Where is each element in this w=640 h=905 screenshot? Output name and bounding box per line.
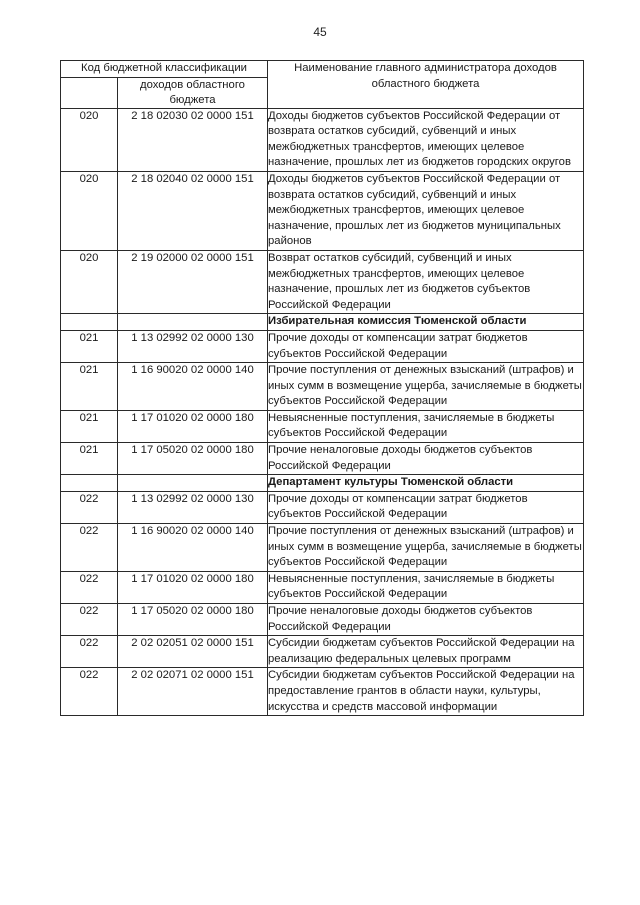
- admin-code-cell: 022: [61, 668, 118, 716]
- revenue-code-cell: 1 17 05020 02 0000 180: [118, 443, 268, 475]
- table-row: [61, 668, 584, 716]
- revenue-name-cell: Доходы бюджетов субъектов Российской Федерации от возврата остатков субсидий, субвенций и иных межбюджетных трансфертов, имеющих целевое назначение, прошлых лет из бюджетов городских округов: [268, 108, 584, 171]
- admin-code-cell: 021: [61, 410, 118, 442]
- revenue-name-cell: Прочие доходы от компенсации затрат бюджетов субъектов Российской Федерации: [268, 330, 584, 362]
- table-row: [61, 636, 584, 668]
- revenue-code-cell: [118, 314, 268, 331]
- admin-code-cell: 021: [61, 363, 118, 411]
- admin-code-cell: 021: [61, 443, 118, 475]
- table-row: [61, 524, 584, 572]
- revenue-code-cell: 1 13 02992 02 0000 130: [118, 491, 268, 523]
- revenue-name-cell: Прочие поступления от денежных взысканий (штрафов) и иных сумм в возмещение ущерба, зачисляемые в бюджеты субъектов Российской Федерации: [268, 363, 584, 411]
- admin-code-cell: [61, 475, 118, 492]
- revenue-code-cell: 1 13 02992 02 0000 130: [118, 330, 268, 362]
- budget-classification-code-header: Код бюджетной классификации: [61, 61, 268, 78]
- revenue-name-cell: Возврат остатков субсидий, субвенций и иных межбюджетных трансфертов, имеющих целевое назначение, прошлых лет из бюджетов субъектов Российской Федерации: [268, 250, 584, 313]
- admin-code-cell: 022: [61, 636, 118, 668]
- revenue-code-cell: [118, 475, 268, 492]
- admin-code-cell: 021: [61, 330, 118, 362]
- revenue-name-cell: Прочие неналоговые доходы бюджетов субъектов Российской Федерации: [268, 604, 584, 636]
- revenue-name-cell: Субсидии бюджетам субъектов Российской Федерации на предоставление грантов в области науки, культуры, искусства и средств массовой информации: [268, 668, 584, 716]
- revenue-name-cell: Прочие неналоговые доходы бюджетов субъектов Российской Федерации: [268, 443, 584, 475]
- table-row: [61, 604, 584, 636]
- admin-code-cell: 022: [61, 604, 118, 636]
- revenue-code-header: доходов областного бюджета: [118, 77, 268, 108]
- admin-code-cell: 020: [61, 171, 118, 250]
- admin-code-cell: 020: [61, 108, 118, 171]
- page-number: 45: [313, 25, 327, 39]
- table-row: [61, 171, 584, 250]
- table-row: [61, 363, 584, 411]
- revenue-name-cell: Доходы бюджетов субъектов Российской Федерации от возврата остатков субсидий, субвенций и иных межбюджетных трансфертов, имеющих целевое назначение, прошлых лет из бюджетов муниципальных районов: [268, 171, 584, 250]
- revenue-name-cell: Прочие поступления от денежных взысканий (штрафов) и иных сумм в возмещение ущерба, зачисляемые в бюджеты субъектов Российской Федерации: [268, 524, 584, 572]
- section-title-cell: Департамент культуры Тюменской области: [268, 475, 584, 492]
- revenue-name-cell: Невыясненные поступления, зачисляемые в бюджеты субъектов Российской Федерации: [268, 571, 584, 603]
- table-row: [61, 571, 584, 603]
- admin-code-cell: 022: [61, 491, 118, 523]
- section-title-cell: Избирательная комиссия Тюменской области: [268, 314, 584, 331]
- section-row: [61, 314, 584, 331]
- revenue-code-cell: 2 19 02000 02 0000 151: [118, 250, 268, 313]
- revenue-code-cell: 2 02 02051 02 0000 151: [118, 636, 268, 668]
- revenue-code-cell: 2 02 02071 02 0000 151: [118, 668, 268, 716]
- revenue-code-cell: 1 17 05020 02 0000 180: [118, 604, 268, 636]
- revenue-name-cell: Субсидии бюджетам субъектов Российской Федерации на реализацию федеральных целевых программ: [268, 636, 584, 668]
- revenue-code-cell: 1 17 01020 02 0000 180: [118, 410, 268, 442]
- revenue-name-cell: Прочие доходы от компенсации затрат бюджетов субъектов Российской Федерации: [268, 491, 584, 523]
- revenue-name-cell: Невыясненные поступления, зачисляемые в бюджеты субъектов Российской Федерации: [268, 410, 584, 442]
- table-row: [61, 330, 584, 362]
- section-row: [61, 475, 584, 492]
- table-row: [61, 108, 584, 171]
- table-body: [61, 108, 584, 716]
- revenue-code-cell: 2 18 02040 02 0000 151: [118, 171, 268, 250]
- admin-code-cell: 022: [61, 571, 118, 603]
- budget-classification-table: [60, 60, 584, 716]
- admin-code-header: [61, 77, 118, 108]
- revenue-code-cell: 1 16 90020 02 0000 140: [118, 363, 268, 411]
- admin-code-cell: 022: [61, 524, 118, 572]
- administrator-name-header: Наименование главного администратора доходов областного бюджета: [268, 61, 584, 109]
- revenue-code-cell: 2 18 02030 02 0000 151: [118, 108, 268, 171]
- table-row: [61, 491, 584, 523]
- revenue-code-cell: 1 17 01020 02 0000 180: [118, 571, 268, 603]
- table-row: [61, 410, 584, 442]
- admin-code-cell: [61, 314, 118, 331]
- header-row-top: [61, 61, 584, 78]
- revenue-code-cell: 1 16 90020 02 0000 140: [118, 524, 268, 572]
- table-header: [61, 61, 584, 109]
- table-row: [61, 443, 584, 475]
- admin-code-cell: 020: [61, 250, 118, 313]
- table-row: [61, 250, 584, 313]
